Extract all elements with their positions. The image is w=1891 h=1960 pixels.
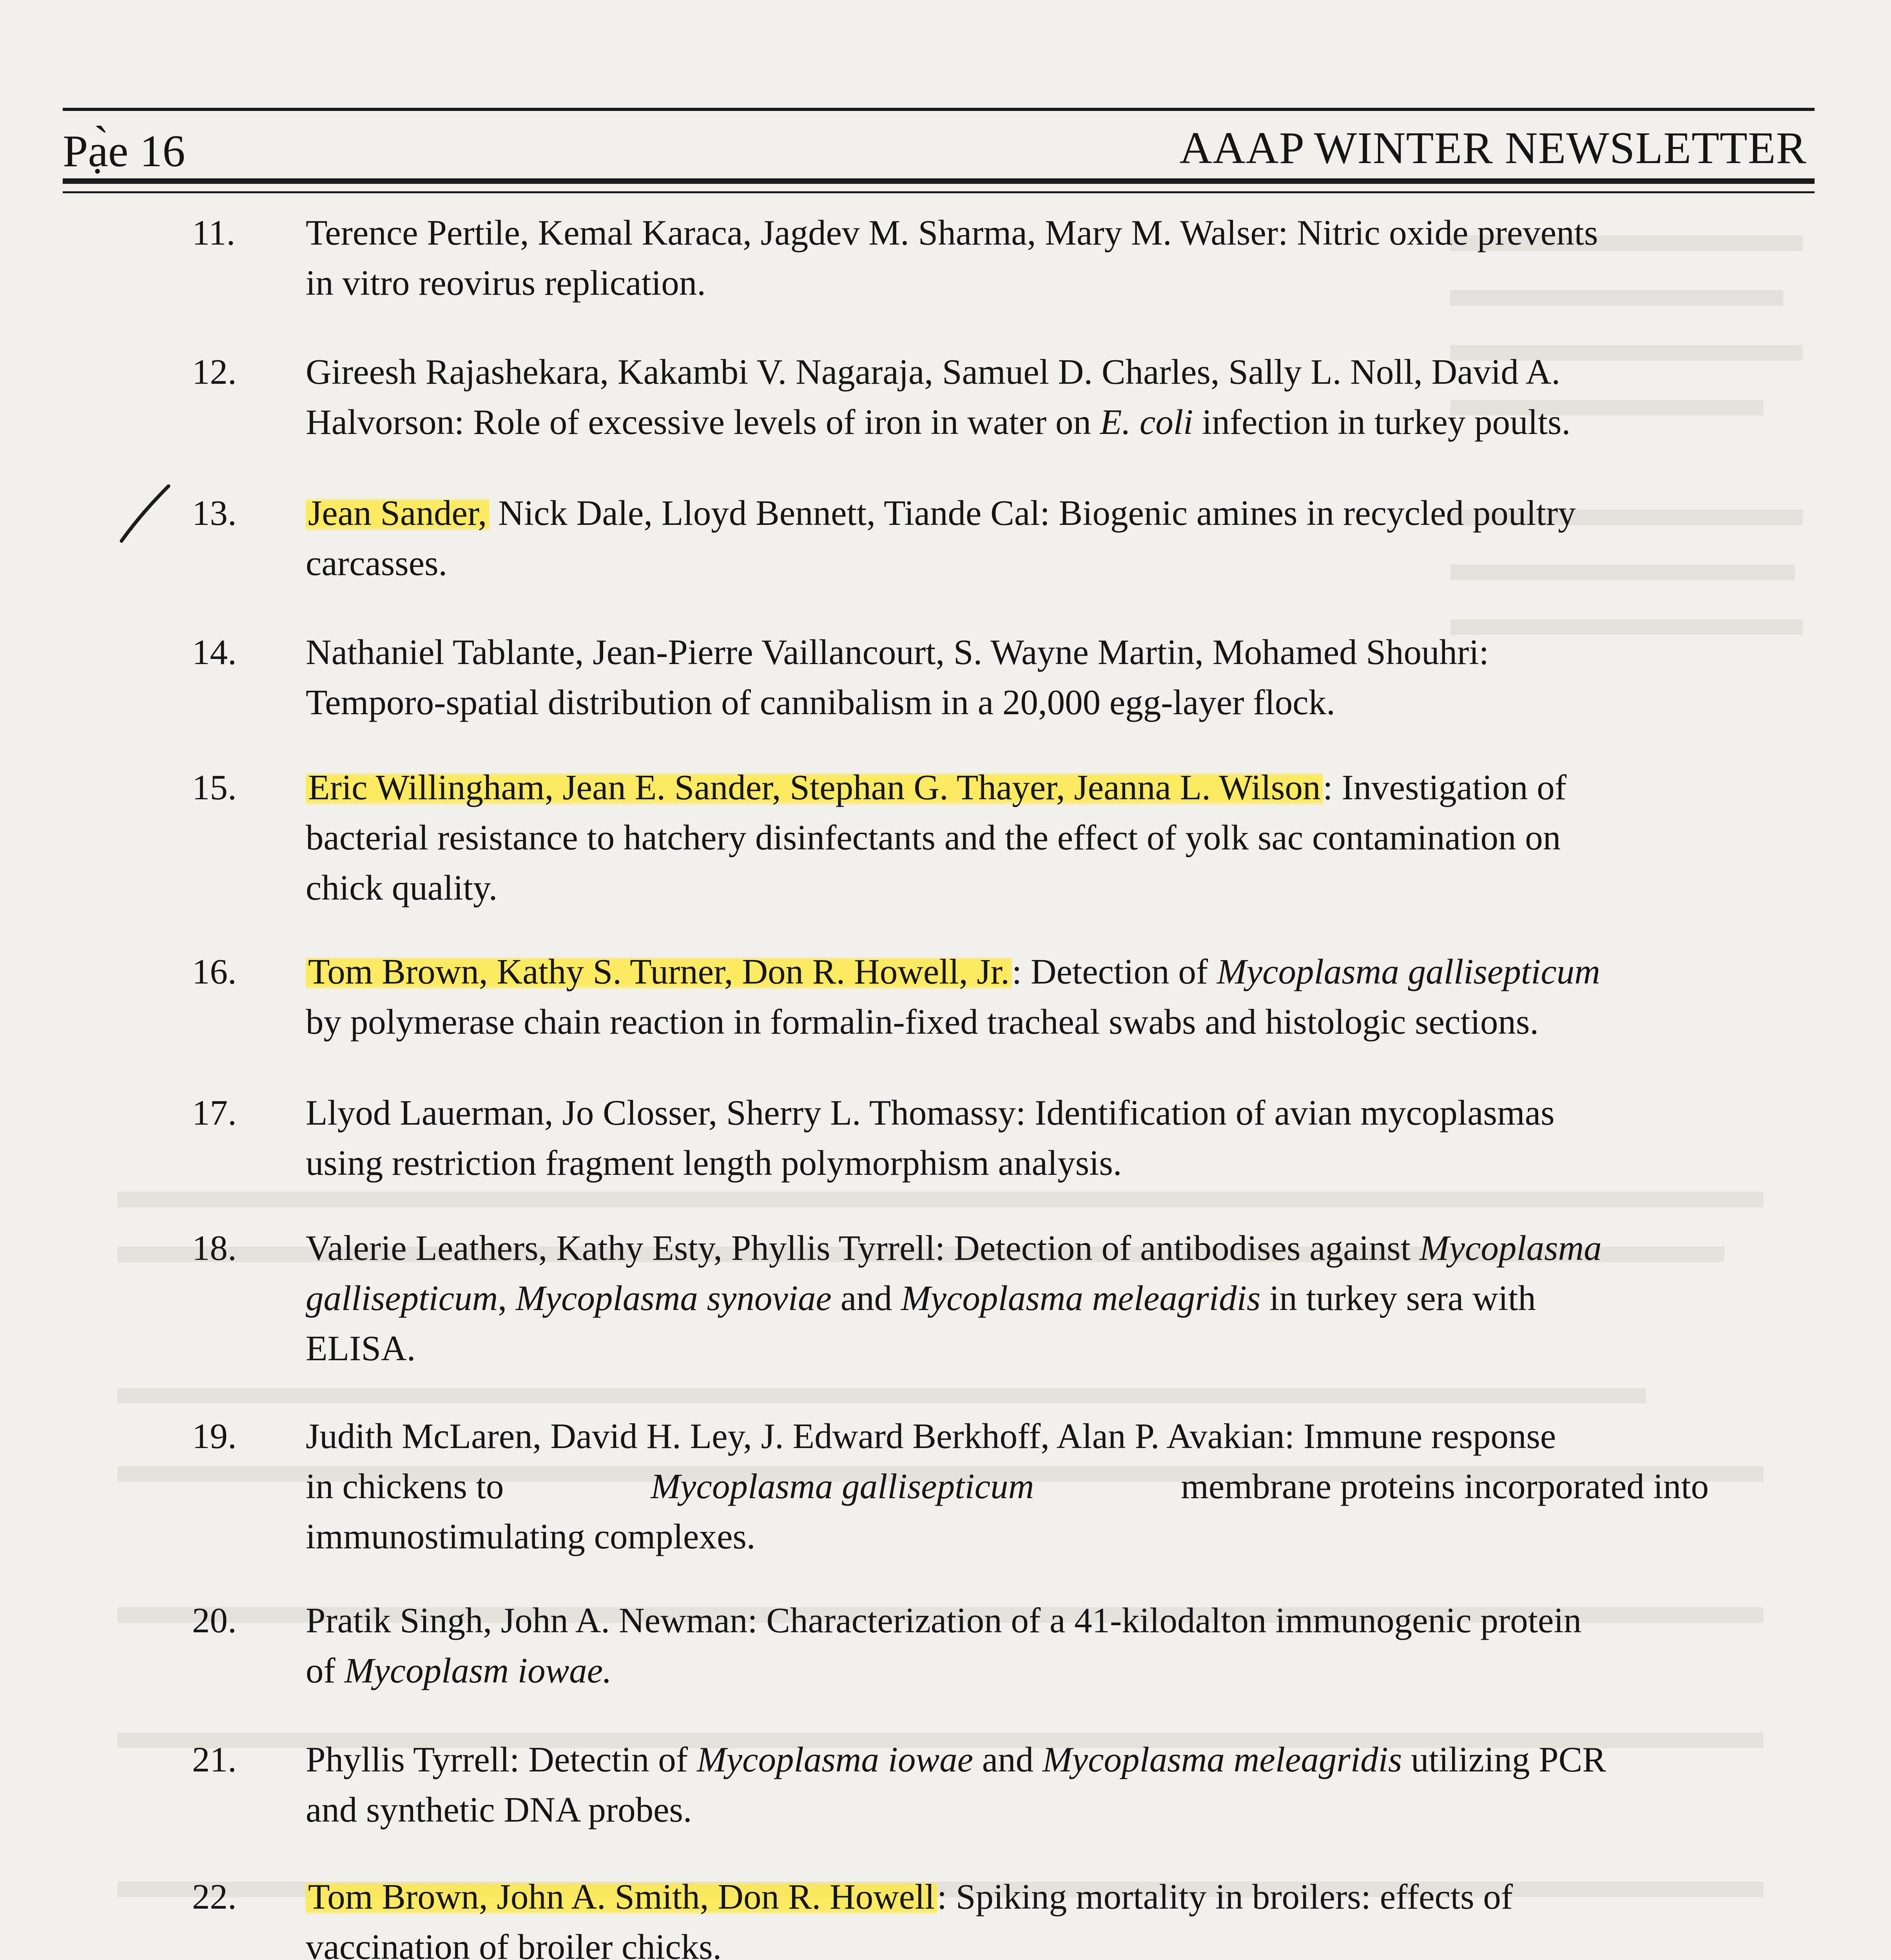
item-number: 11. [192,213,236,252]
item-line: bacterial resistance to hatchery disinfectants and the effect of yolk sac contamination on [306,818,1561,857]
item-line: Llyod Lauerman, Jo Closser, Sherry L. Thomassy: Identification of avian mycoplasmas [306,1093,1555,1132]
item-number: 20. [192,1601,237,1640]
item-line: ELISA. [306,1328,416,1368]
item-text [306,208,1709,308]
highlighted-author: Tom Brown, Kathy S. Turner, Don R. Howell, Jr. [306,952,1012,991]
header-rule-top [63,108,1815,111]
item-text [306,1088,1709,1188]
item-line: gallisepticum, Mycoplasma synoviae and Mycoplasma meleagridis in turkey sera with [306,1278,1536,1318]
item-line: Terence Pertile, Kemal Karaca, Jagdev M. Sharma, Mary M. Walser: Nitric oxide prevents [306,213,1598,252]
item-text [306,1595,1709,1696]
item-text [306,627,1709,728]
item-line: Halvorson: Role of excessive levels of iron in water on E. coli infection in turkey poults. [306,402,1571,442]
highlighted-author: Tom Brown, John A. Smith, Don R. Howell [306,1877,937,1916]
item-number: 14. [192,632,237,672]
item-line: Phyllis Tyrrell: Detectin of Mycoplasma iowae and Mycoplasma meleagridis utilizing PCR [306,1740,1606,1779]
item-line: Temporo-spatial distribution of cannibalism in a 20,000 egg-layer flock. [306,682,1335,722]
item-line: in chickens to Mycoplasma gallisepticum membrane proteins incorporated into [306,1466,1709,1506]
abstract-list [192,208,1721,1960]
item-number: 18. [192,1228,237,1268]
item-line: Tom Brown, John A. Smith, Don R. Howell: Spiking mortality in broilers: effects of [306,1872,1709,1922]
newsletter-title: AAAP WINTER NEWSLETTER [1179,123,1807,173]
item-line: Gireesh Rajashekara, Kakambi V. Nagaraja, Samuel D. Charles, Sally L. Noll, David A. [306,352,1561,392]
item-number: 17. [192,1093,237,1132]
header-rule-bottom [63,178,1815,184]
item-line: of Mycoplasm iowae. [306,1651,612,1690]
item-line: Tom Brown, Kathy S. Turner, Don R. Howell, Jr.: Detection of Mycoplasma gallisepticum [306,947,1709,997]
item-text [306,488,1709,588]
item-line: immunostimulating complexes. [306,1517,756,1556]
page-number: Pạ̀e 16 [63,126,185,176]
item-line: by polymerase chain reaction in formalin-fixed tracheal swabs and histologic sections. [306,1002,1539,1042]
handwritten-check-mark [118,482,172,545]
item-line: Valerie Leathers, Kathy Esty, Phyllis Tyrrell: Detection of antibodises against Mycoplasma [306,1228,1602,1268]
item-line: Pratik Singh, John A. Newman: Characterization of a 41-kilodalton immunogenic protein [306,1601,1582,1640]
item-number: 19. [192,1416,237,1456]
item-text [306,347,1709,447]
header-rule-thin [63,191,1815,193]
item-line: Judith McLaren, David H. Ley, J. Edward Berkhoff, Alan P. Avakian: Immune response [306,1416,1556,1456]
highlighted-author: Eric Willingham, Jean E. Sander, Stephan G. Thayer, Jeanna L. Wilson [306,768,1323,807]
item-line: Nathaniel Tablante, Jean-Pierre Vaillancourt, S. Wayne Martin, Mohamed Shouhri: [306,632,1489,672]
item-number: 15. [192,768,237,807]
item-number: 21. [192,1740,237,1779]
item-text [306,1872,1709,1960]
item-line: Eric Willingham, Jean E. Sander, Stephan G. Thayer, Jeanna L. Wilson: Investigation of [306,762,1709,813]
item-number: 12. [192,352,237,392]
page-header [63,118,1815,180]
item-line: and synthetic DNA probes. [306,1790,692,1829]
highlighted-author: Jean Sander, [306,493,489,533]
item-text [306,1223,1709,1374]
item-text [306,762,1709,913]
item-number: 13. [192,493,237,533]
item-line: Jean Sander, Nick Dale, Lloyd Bennett, Tiande Cal: Biogenic amines in recycled poultry [306,488,1709,538]
item-line: vaccination of broiler chicks. [306,1927,722,1960]
item-text [306,1735,1709,1835]
item-line: using restriction fragment length polymorphism analysis. [306,1143,1122,1183]
item-text [306,947,1709,1047]
item-number: 22. [192,1877,237,1916]
item-line: in vitro reovirus replication. [306,263,706,303]
item-line: chick quality. [306,868,498,907]
item-text [306,1411,1709,1562]
item-number: 16. [192,952,237,991]
item-line: carcasses. [306,543,448,583]
